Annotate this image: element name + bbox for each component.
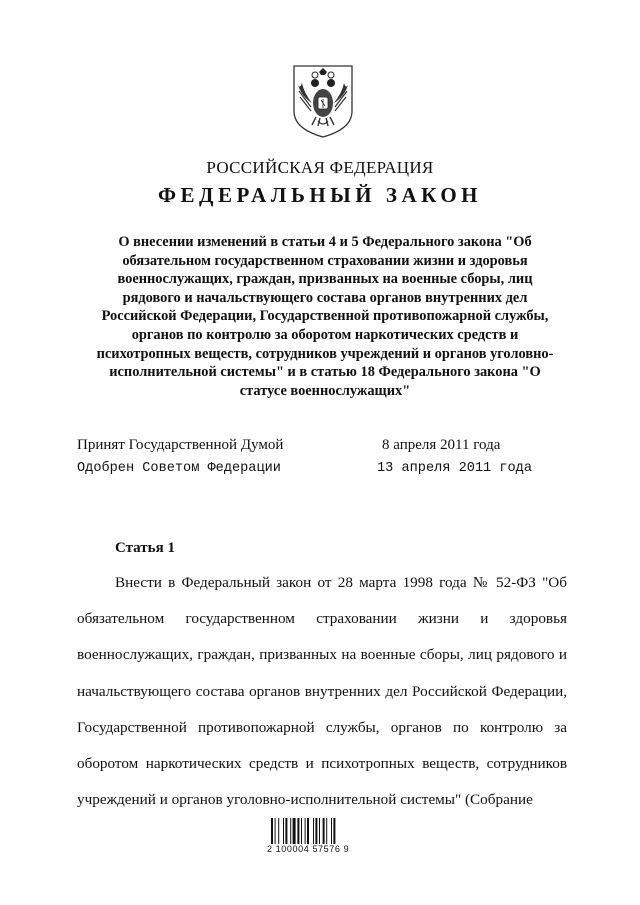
barcode-bar [293, 818, 296, 844]
barcode-bar [301, 818, 302, 844]
russian-coat-of-arms-icon [290, 63, 356, 139]
adoption-federation-council-label: Одобрен Советом Федерации [77, 461, 281, 476]
barcode-bar [297, 818, 299, 844]
country-heading: РОССИЙСКАЯ ФЕДЕРАЦИЯ [206, 158, 434, 177]
barcode-bar [271, 818, 273, 844]
barcode-bar [283, 818, 284, 844]
barcode-bar [278, 818, 279, 844]
barcode-bar [326, 818, 327, 844]
coat-of-arms-emblem [290, 63, 356, 139]
barcode-bar [313, 818, 314, 844]
article-heading: Статья 1 [115, 540, 175, 556]
barcode-number: 2 100004 57576 9 [267, 844, 350, 854]
article-body-text: Внести в Федеральный закон от 28 марта 1998 года № 52-ФЗ "Об обязательном государственном страховании жизни и здоровья военнослужащих, граждан, призванных на военные сборы, лиц рядового и начальствующего состава органов внутренних дел Российской Федерации, Государственной противопожарной службы, органов по контролю за оборотом наркотических средств и психотропных веществ, сотрудников учреждений и органов уголовно-исполнительной системы" (Собрание [77, 574, 567, 809]
barcode-bar [305, 818, 306, 844]
barcode-bar [323, 818, 325, 844]
adoption-federation-council-date: 13 апреля 2011 года [377, 461, 532, 476]
document-type-heading: ФЕДЕРАЛЬНЫЙ ЗАКОН [158, 183, 482, 207]
barcode-image [270, 818, 350, 844]
barcode-bar [331, 818, 332, 844]
barcode-bar [285, 818, 287, 844]
barcode-bar [307, 818, 309, 844]
barcode-bar [315, 818, 317, 844]
law-title: О внесении изменений в статьи 4 и 5 Федерального закона "Об обязательном государственном страховании жизни и здоровья военнослужащих, граждан, призванных на военные сборы, лиц рядового и начальствующего состава органов внутренних дел Российской Федерации, Государственной противопожарной службы, органов по контролю за оборотом наркотических средств и психотропных веществ, сотрудников учреждений и органов уголовно-исполнительной системы" и в статью 18 Федерального закона "О статусе военнослужащих" [96, 234, 554, 399]
barcode-bar [275, 818, 276, 844]
adoption-duma-label: Принят Государственной Думой [77, 437, 284, 453]
barcode-bar [319, 818, 320, 844]
barcode-bar [333, 818, 335, 844]
barcode-bar [290, 818, 291, 844]
adoption-duma-date: 8 апреля 2011 года [382, 437, 501, 453]
